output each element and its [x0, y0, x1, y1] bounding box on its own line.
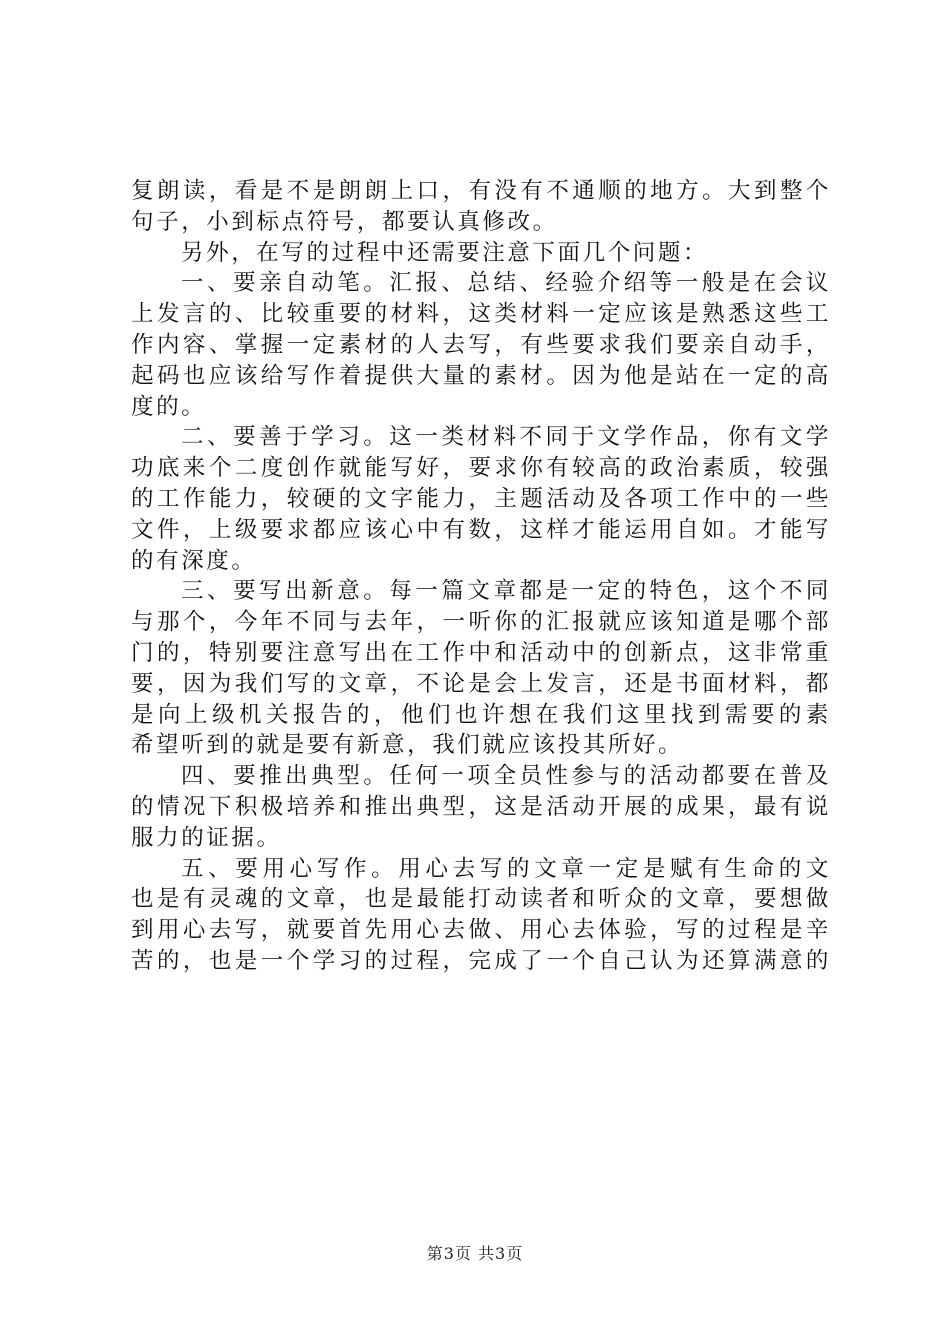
body-line: 的工作能力，较硬的文字能力，主题活动及各项工作中的一些	[131, 485, 831, 512]
body-line: 苦的，也是一个学习的过程，完成了一个自己认为还算满意的	[131, 947, 831, 974]
body-line: 的情况下积极培养和推出典型，这是活动开展的成果，最有说	[131, 793, 831, 820]
page-footer: 第3页 共3页	[426, 1244, 524, 1263]
body-line: 门的，特别要注意写出在工作中和活动中的创新点，这非常重	[131, 639, 831, 666]
body-line: 与那个，今年不同与去年，一听你的汇报就应该知道是哪个部	[131, 609, 831, 636]
body-line: 复朗读，看是不是朗朗上口，有没有不通顺的地方。大到整个	[131, 178, 831, 204]
body-line: 度的。	[131, 393, 207, 420]
document-body	[131, 176, 831, 977]
body-line: 起码也应该给写作着提供大量的素材。因为他是站在一定的高	[131, 362, 831, 389]
body-line: 五、要用心写作。用心去写的文章一定是赋有生命的文	[181, 855, 831, 882]
body-line: 一、要亲自动笔。汇报、总结、经验介绍等一般是在会议	[181, 270, 831, 297]
body-line: 四、要推出典型。任何一项全员性参与的活动都要在普及	[181, 763, 831, 790]
body-line: 作内容、掌握一定素材的人去写，有些要求我们要亲自动手，	[131, 331, 831, 358]
body-line: 服力的证据。	[131, 824, 282, 851]
body-line: 要，因为我们写的文章，不论是会上发言，还是书面材料，都	[131, 670, 831, 697]
body-line: 二、要善于学习。这一类材料不同于文学作品，你有文学	[181, 424, 831, 451]
body-line: 也是有灵魂的文章，也是最能打动读者和听众的文章，要想做	[131, 886, 831, 913]
body-line: 到用心去写，就要首先用心去做、用心去体验，写的过程是辛	[131, 917, 831, 944]
body-line: 功底来个二度创作就能写好，要求你有较高的政治素质，较强	[131, 455, 831, 482]
body-line: 句子，小到标点符号，都要认真修改。	[131, 208, 558, 235]
body-line: 上发言的、比较重要的材料，这类材料一定应该是熟悉这些工	[131, 301, 831, 328]
body-line: 另外，在写的过程中还需要注意下面几个问题：	[181, 239, 709, 266]
body-line: 的有深度。	[131, 547, 257, 574]
body-line: 是向上级机关报告的，他们也许想在我们这里找到需要的素	[131, 701, 831, 728]
body-line: 文件，上级要求都应该心中有数，这样才能运用自如。才能写	[131, 516, 831, 543]
body-line: 希望听到的就是要有新意，我们就应该投其所好。	[131, 732, 684, 759]
body-line: 三、要写出新意。每一篇文章都是一定的特色，这个不同	[181, 578, 831, 605]
